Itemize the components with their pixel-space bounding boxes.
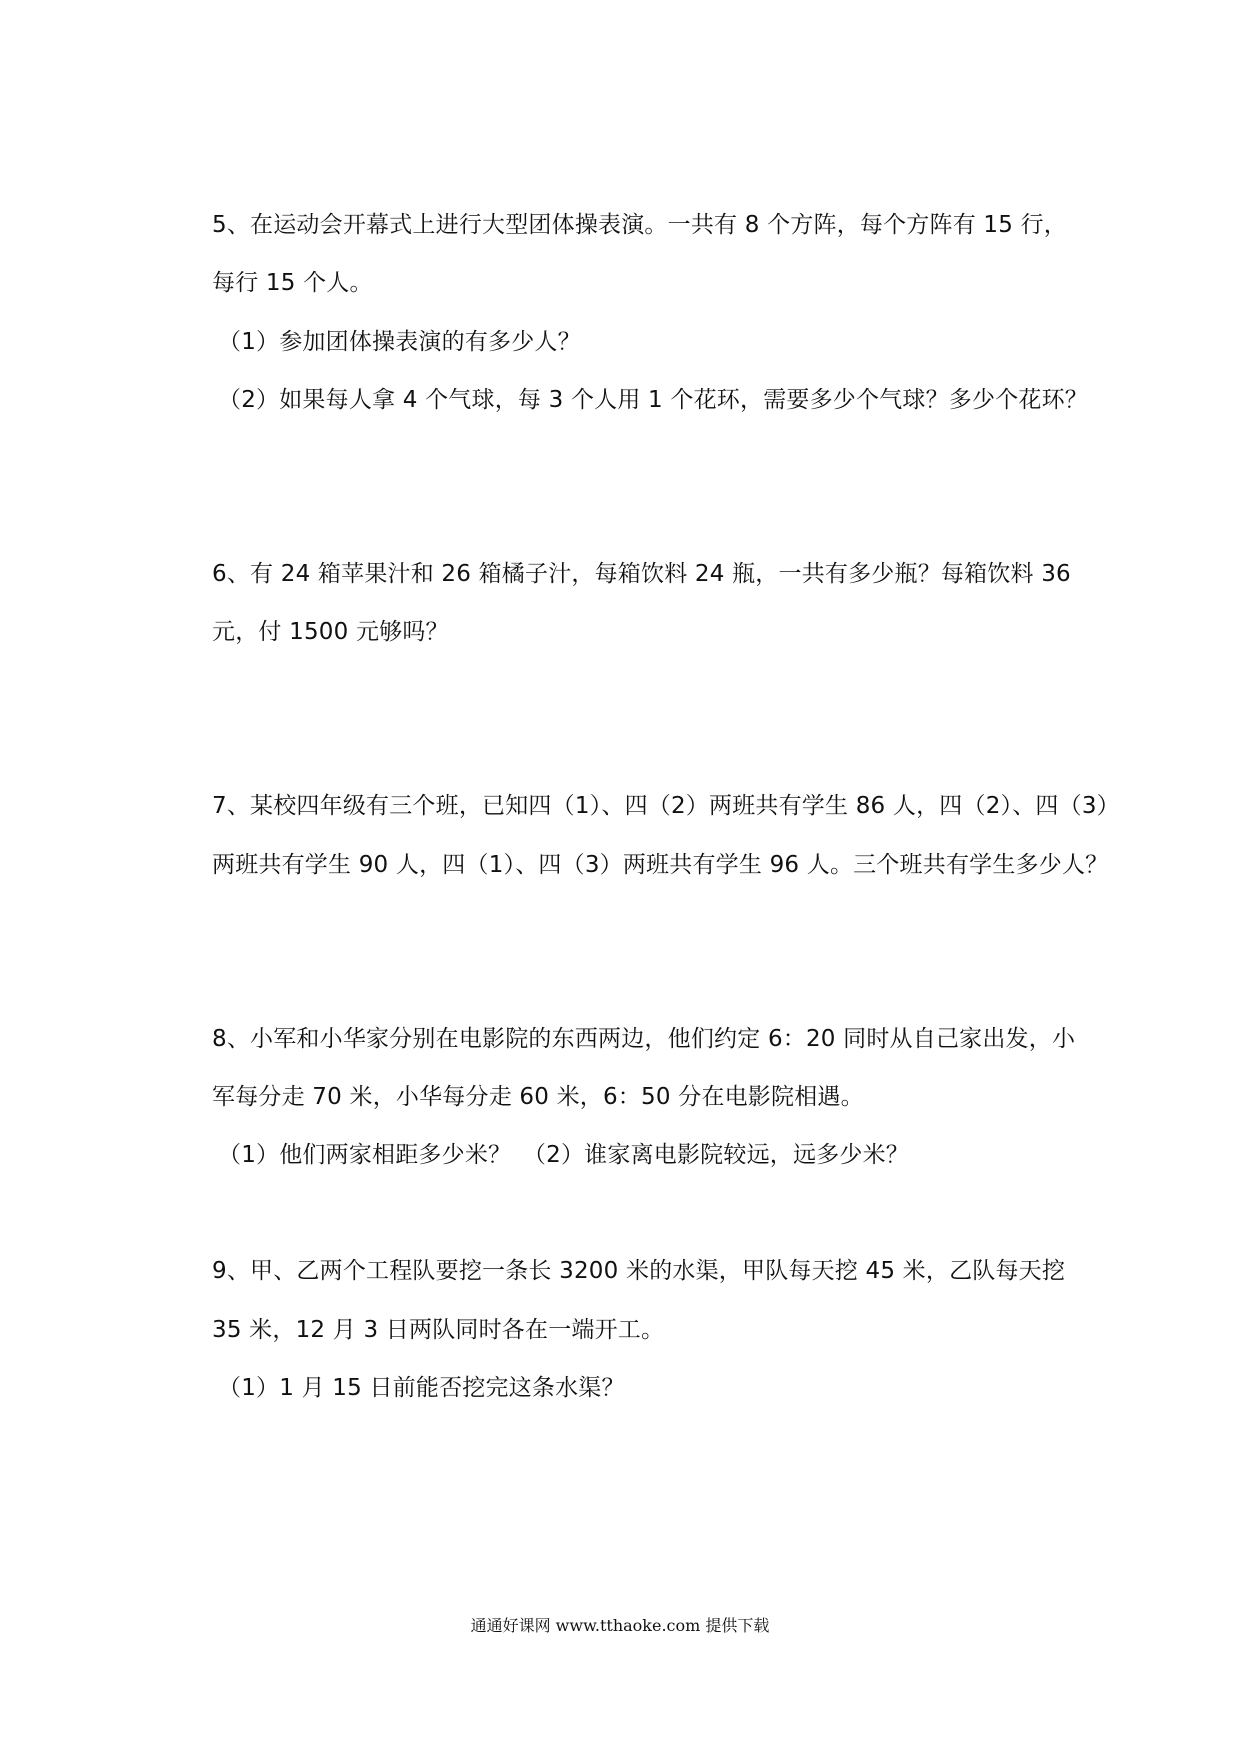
page-footer: 通通好课网 www.tthaoke.com 提供下载 [470, 1616, 770, 1635]
problem-7-line-2: 两班共有学生 90 人，四（1）、四（3）两班共有学生 96 人。三个班共有学生多少人？ [212, 852, 1109, 878]
problem-5-line-1: 5、在运动会开幕式上进行大型团体操表演。一共有 8 个方阵，每个方阵有 15 行， [212, 212, 1067, 238]
problem-7-line-1: 7、某校四年级有三个班，已知四（1）、四（2）两班共有学生 86 人，四（2）、四（3） [212, 793, 1120, 819]
problem-8-line-2: 军每分走 70 米，小华每分走 60 米，6：50 分在电影院相遇。 [212, 1084, 864, 1110]
problem-9-line-2: 35 米，12 月 3 日两队同时各在一端开工。 [212, 1317, 665, 1343]
problem-9-line-1: 9、甲、乙两个工程队要挖一条长 3200 米的水渠，甲队每天挖 45 米，乙队每天挖 [212, 1258, 1066, 1284]
problem-5-line-2: 每行 15 个人。 [212, 270, 373, 296]
problem-8-line-1: 8、小军和小华家分别在电影院的东西两边，他们约定 6：20 同时从自己家出发，小 [212, 1026, 1076, 1052]
problem-9-question-1: （1）1 月 15 日前能否挖完这条水渠？ [218, 1375, 625, 1401]
problem-8-questions: （1）他们两家相距多少米？ （2）谁家离电影院较远，远多少米？ [218, 1142, 909, 1168]
problem-6-line-2: 元，付 1500 元够吗？ [212, 619, 449, 645]
problem-6-line-1: 6、有 24 箱苹果汁和 26 箱橘子汁，每箱饮料 24 瓶，一共有多少瓶？每箱饮料 36 [212, 561, 1071, 587]
problem-5-question-1: （1）参加团体操表演的有多少人？ [218, 329, 581, 355]
problem-5-question-2: （2）如果每人拿 4 个气球，每 3 个人用 1 个花环，需要多少个气球？多少个花环？ [218, 387, 1088, 413]
